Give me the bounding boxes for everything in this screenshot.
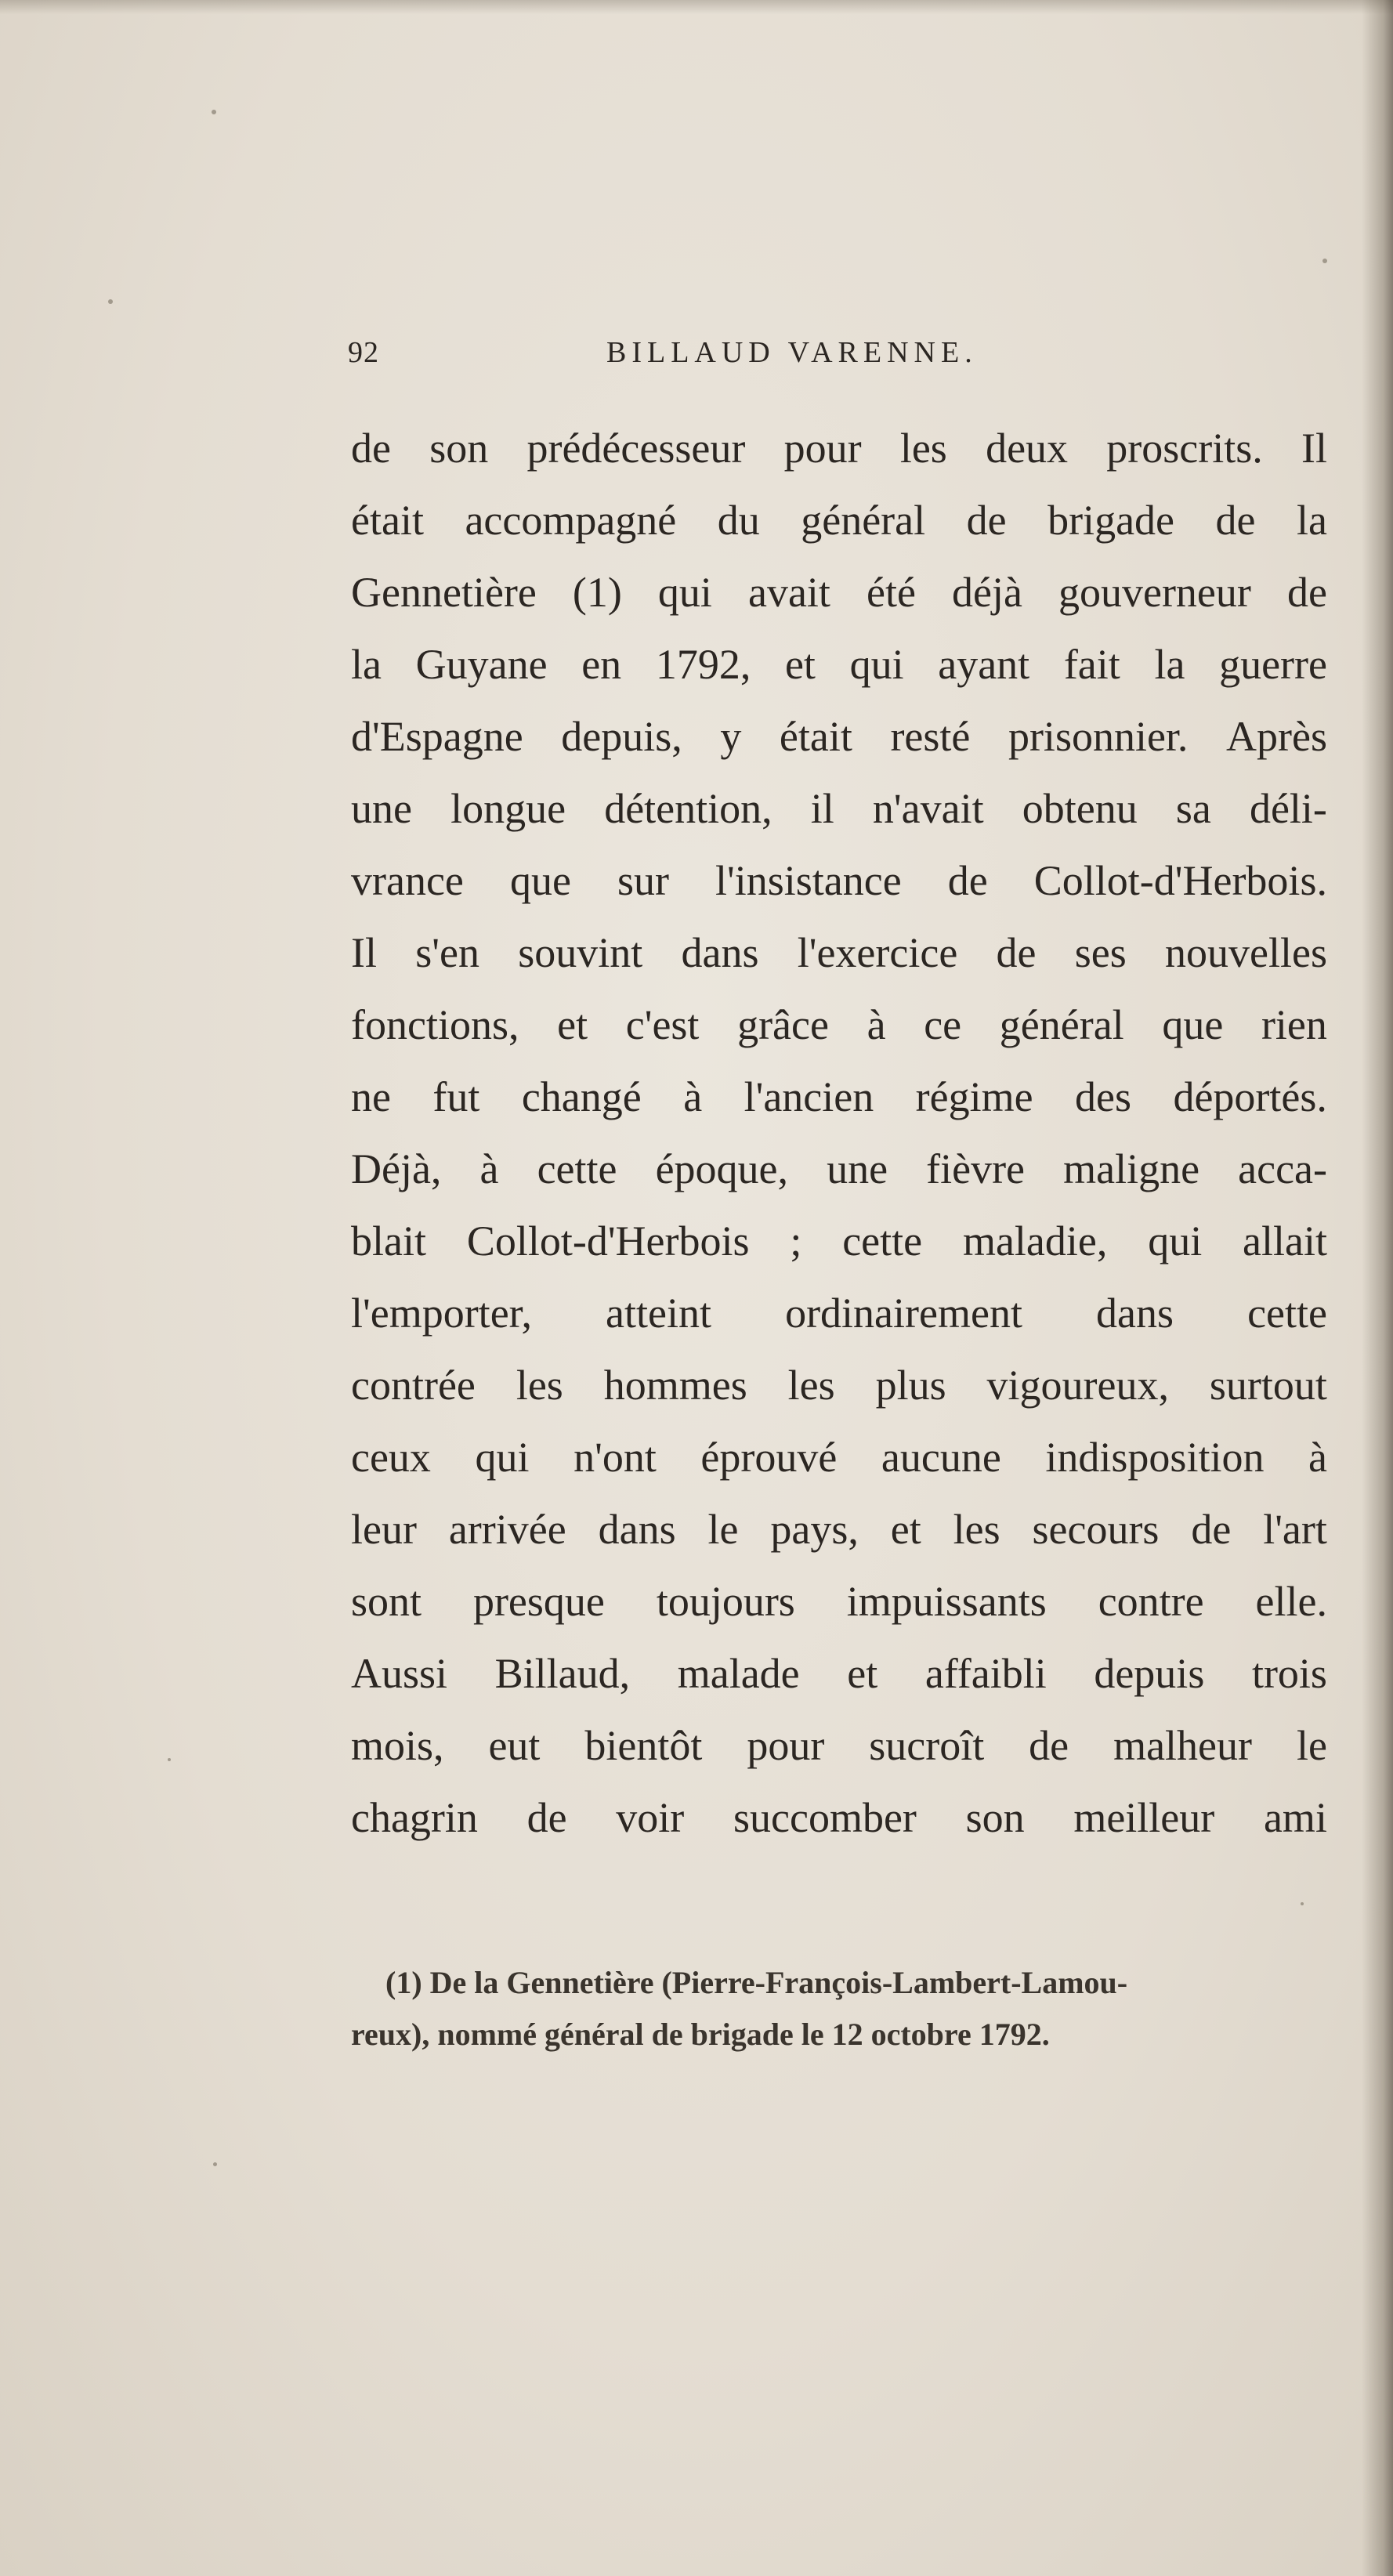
footnote (351, 1957, 1327, 2060)
text-line: ceux qui n'ont éprouvé aucune indisposition à (351, 1434, 1327, 1481)
text-line: l'emporter, atteint ordinairement dans cette (351, 1290, 1327, 1337)
text-line: Déjà, à cette époque, une fièvre maligne acca- (351, 1145, 1327, 1192)
body-text (351, 412, 1327, 1854)
page-number: 92 (348, 336, 379, 369)
paper-speck (212, 110, 216, 114)
text-line: de son prédécesseur pour les deux proscrits. Il (351, 425, 1327, 472)
page-binding-shadow (1362, 0, 1393, 2576)
text-line: vrance que sur l'insistance de Collot-d'Herbois. (351, 857, 1327, 904)
paper-speck (1301, 1902, 1304, 1905)
paper-speck (213, 2162, 217, 2166)
page-header (348, 335, 1327, 382)
text-line: Aussi Billaud, malade et affaibli depuis trois (351, 1650, 1327, 1697)
text-line: mois, eut bientôt pour sucroît de malheur le (351, 1722, 1327, 1769)
text-line: fonctions, et c'est grâce à ce général que rien (351, 1001, 1327, 1048)
text-line: blait Collot-d'Herbois ; cette maladie, qui allait (351, 1217, 1327, 1264)
paper-speck (108, 299, 113, 304)
footnote-line: (1) De la Gennetière (Pierre-François-Lambert-Lamou- (385, 1965, 1128, 2000)
text-line: était accompagné du général de brigade de la (351, 497, 1327, 544)
page-top-shadow (0, 0, 1393, 14)
text-line: chagrin de voir succomber son meilleur ami (351, 1794, 1327, 1841)
running-head: BILLAUD VARENNE. (606, 336, 978, 369)
text-line: sont presque toujours impuissants contre elle. (351, 1578, 1327, 1625)
text-line: une longue détention, il n'avait obtenu sa déli- (351, 785, 1327, 832)
text-line: contrée les hommes les plus vigoureux, surtout (351, 1362, 1327, 1409)
paper-speck (168, 1758, 171, 1761)
text-line: leur arrivée dans le pays, et les secours de l'art (351, 1506, 1327, 1553)
text-line: la Guyane en 1792, et qui ayant fait la guerre (351, 641, 1327, 688)
footnote-line: reux), nommé général de brigade le 12 octobre 1792. (351, 2017, 1050, 2052)
text-line: ne fut changé à l'ancien régime des déportés. (351, 1073, 1327, 1120)
paper-speck (1322, 259, 1327, 263)
text-line: Gennetière (1) qui avait été déjà gouverneur de (351, 569, 1327, 616)
text-line: d'Espagne depuis, y était resté prisonnier. Après (351, 713, 1327, 760)
text-line: Il s'en souvint dans l'exercice de ses nouvelles (351, 929, 1327, 976)
